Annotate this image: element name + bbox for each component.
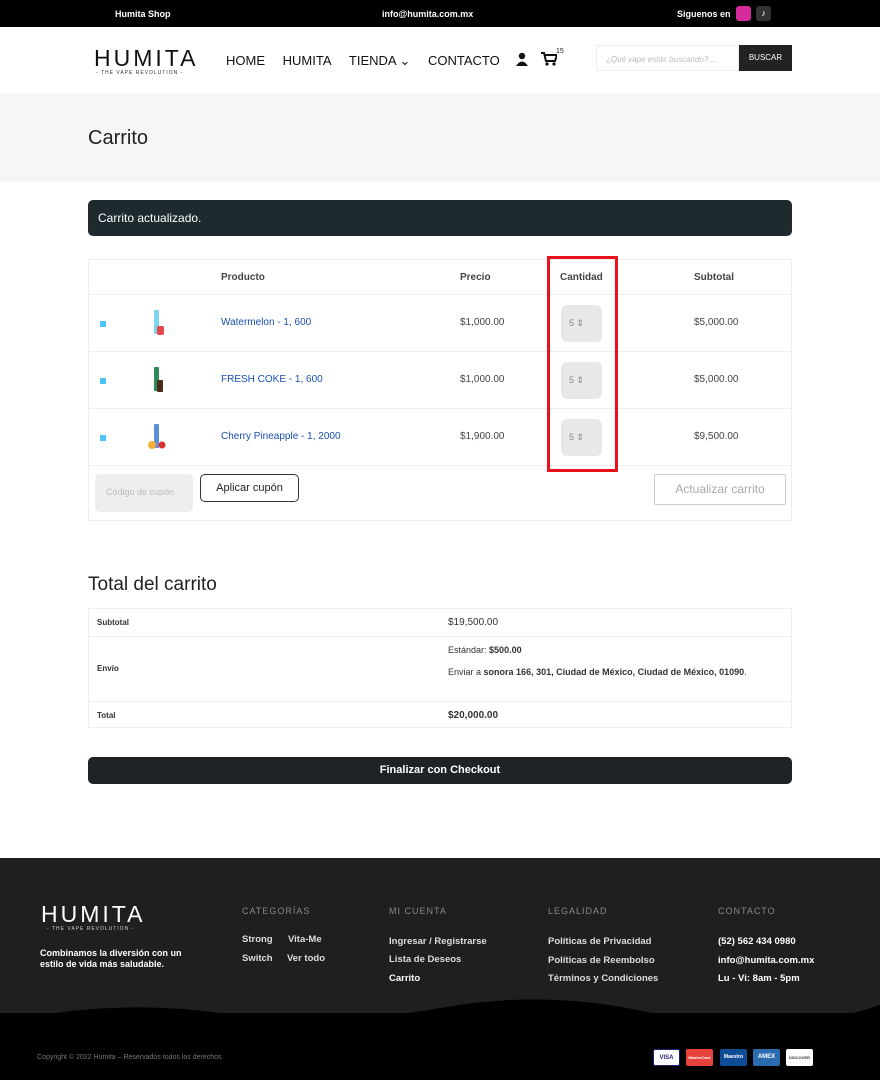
- account-heading: MI CUENTA: [389, 906, 447, 916]
- follow-label: Siguenos en: [677, 9, 731, 19]
- page-header: [0, 94, 880, 182]
- discover-icon: DISCOVER: [786, 1049, 813, 1066]
- col-product: Producto: [221, 272, 265, 283]
- product-subtotal: $5,000.00: [694, 317, 739, 328]
- subtotal-value: $19,500.00: [448, 617, 499, 628]
- cart-icon[interactable]: [541, 52, 557, 66]
- footer-link-wishlist[interactable]: Lista de Deseos: [389, 954, 462, 965]
- tiktok-icon[interactable]: ♪: [756, 6, 771, 21]
- main-nav: [226, 53, 514, 69]
- footer-link-cart[interactable]: Carrito: [389, 973, 421, 984]
- footer-email[interactable]: info@humita.com.mx: [718, 955, 815, 966]
- maestro-icon: Maestro: [720, 1049, 747, 1066]
- update-cart-button[interactable]: Actualizar carrito: [654, 474, 786, 505]
- checkout-button[interactable]: Finalizar con Checkout: [88, 757, 792, 784]
- product-subtotal: $5,000.00: [694, 374, 739, 385]
- product-price: $1,900.00: [460, 431, 505, 442]
- shipping-cost: $500.00: [489, 645, 522, 655]
- col-quantity: Cantidad: [560, 272, 603, 283]
- footer-logo-subtitle: - THE VAPE REVOLUTION -: [47, 926, 135, 932]
- nav-humita[interactable]: HUMITA: [282, 53, 332, 68]
- shipping-address: sonora 166, 301, Ciudad de México, Ciudad de México, 01090: [483, 667, 745, 677]
- amex-icon: AMEX: [753, 1049, 780, 1066]
- site-header: [0, 27, 880, 94]
- categories-heading: CATEGORÍAS: [242, 906, 311, 916]
- footer-logo[interactable]: HUMITA: [41, 901, 146, 927]
- shop-name: Humita Shop: [115, 9, 171, 19]
- footer-link-privacy[interactable]: Políticas de Privacidad: [548, 936, 652, 947]
- footer-tagline: Combinamos la diversión con un estilo de vida más saludable.: [40, 948, 182, 969]
- remove-item-icon[interactable]: [100, 435, 106, 441]
- shipping-to-label: Enviar a: [448, 667, 482, 677]
- shipping-label: Envío: [97, 664, 119, 673]
- subtotal-row: [89, 609, 791, 636]
- product-link[interactable]: FRESH COKE - 1, 600: [221, 374, 323, 385]
- site-footer: [0, 858, 880, 1080]
- apply-coupon-button[interactable]: Aplicar cupón: [200, 474, 299, 502]
- nav-tienda[interactable]: TIENDA ⌄: [348, 53, 411, 68]
- product-thumbnail[interactable]: [147, 423, 167, 451]
- quantity-value: 5: [569, 318, 575, 328]
- shipping-row: Envío Estándar: $500.00 Enviar a sonora 166, 301, Ciudad de México, Ciudad de México, 01090.: [89, 636, 791, 701]
- stepper-arrows-icon[interactable]: ⇕: [576, 318, 585, 328]
- remove-item-icon[interactable]: [100, 378, 106, 384]
- logo-subtitle: - THE VAPE REVOLUTION -: [96, 70, 184, 76]
- search-button[interactable]: BUSCAR: [739, 45, 792, 71]
- quantity-highlight-box: [547, 256, 618, 472]
- remove-item-icon[interactable]: [100, 321, 106, 327]
- product-price: $1,000.00: [460, 317, 505, 328]
- copyright-text: Copyright © 2022 Humita – Reservados todos los derechos: [37, 1054, 222, 1061]
- footer-link-ver-todo[interactable]: Ver todo: [287, 953, 326, 964]
- footer-link-vitame[interactable]: Vita-Me: [288, 934, 322, 945]
- cart-totals-heading: Total del carrito: [88, 574, 217, 595]
- footer-link-terms[interactable]: Términos y Condiciones: [548, 973, 659, 984]
- product-link[interactable]: Watermelon - 1, 600: [221, 317, 312, 328]
- visa-icon: VISA: [653, 1049, 680, 1066]
- cart-updated-notice: Carrito actualizado.: [88, 200, 792, 236]
- product-thumbnail[interactable]: [147, 309, 167, 337]
- footer-bottom-bar: [0, 1013, 880, 1080]
- product-link[interactable]: Cherry Pineapple - 1, 2000: [221, 431, 341, 442]
- top-email-link[interactable]: info@humita.com.mx: [382, 9, 474, 19]
- total-value: $20,000.00: [448, 710, 499, 721]
- footer-phone[interactable]: (52) 562 434 0980: [718, 936, 796, 947]
- footer-link-switch[interactable]: Switch: [242, 953, 273, 964]
- table-row: [89, 294, 791, 351]
- site-logo[interactable]: HUMITA: [94, 45, 199, 71]
- shipping-method: Estándar:: [448, 645, 487, 655]
- total-row: [89, 701, 791, 728]
- total-label: Total: [97, 711, 116, 720]
- table-row: [89, 408, 791, 465]
- legal-heading: LEGALIDAD: [548, 906, 608, 916]
- user-icon[interactable]: [516, 52, 528, 66]
- nav-contacto[interactable]: CONTACTO: [427, 53, 500, 68]
- table-row: [89, 351, 791, 408]
- footer-link-login[interactable]: Ingresar / Registrarse: [389, 936, 487, 947]
- coupon-code-input[interactable]: Código de cupón: [95, 474, 193, 512]
- page-title: Carrito: [88, 127, 149, 149]
- footer-link-refund[interactable]: Políticas de Reembolso: [548, 955, 655, 966]
- footer-link-strong[interactable]: Strong: [242, 934, 273, 945]
- stepper-arrows-icon[interactable]: ⇕: [576, 432, 585, 442]
- product-thumbnail[interactable]: [147, 366, 167, 394]
- quantity-value: 5: [569, 375, 575, 385]
- search-input[interactable]: ¿Qué vape estás buscando? ...: [596, 45, 739, 71]
- mastercard-icon: MasterCard: [686, 1049, 713, 1066]
- instagram-icon[interactable]: [736, 6, 751, 21]
- product-price: $1,000.00: [460, 374, 505, 385]
- subtotal-label: Subtotal: [97, 618, 129, 627]
- stepper-arrows-icon[interactable]: ⇕: [576, 375, 585, 385]
- top-bar: [0, 0, 880, 27]
- cart-totals-table: [88, 608, 792, 728]
- cart-table: [88, 259, 792, 521]
- product-subtotal: $9,500.00: [694, 431, 739, 442]
- col-subtotal: Subtotal: [694, 272, 734, 283]
- contact-heading: CONTACTO: [718, 906, 776, 916]
- quantity-value: 5: [569, 432, 575, 442]
- nav-home[interactable]: HOME: [226, 53, 265, 68]
- footer-hours: Lu - Vi: 8am - 5pm: [718, 973, 800, 984]
- cart-count: 15: [556, 48, 564, 55]
- col-price: Precio: [460, 272, 491, 283]
